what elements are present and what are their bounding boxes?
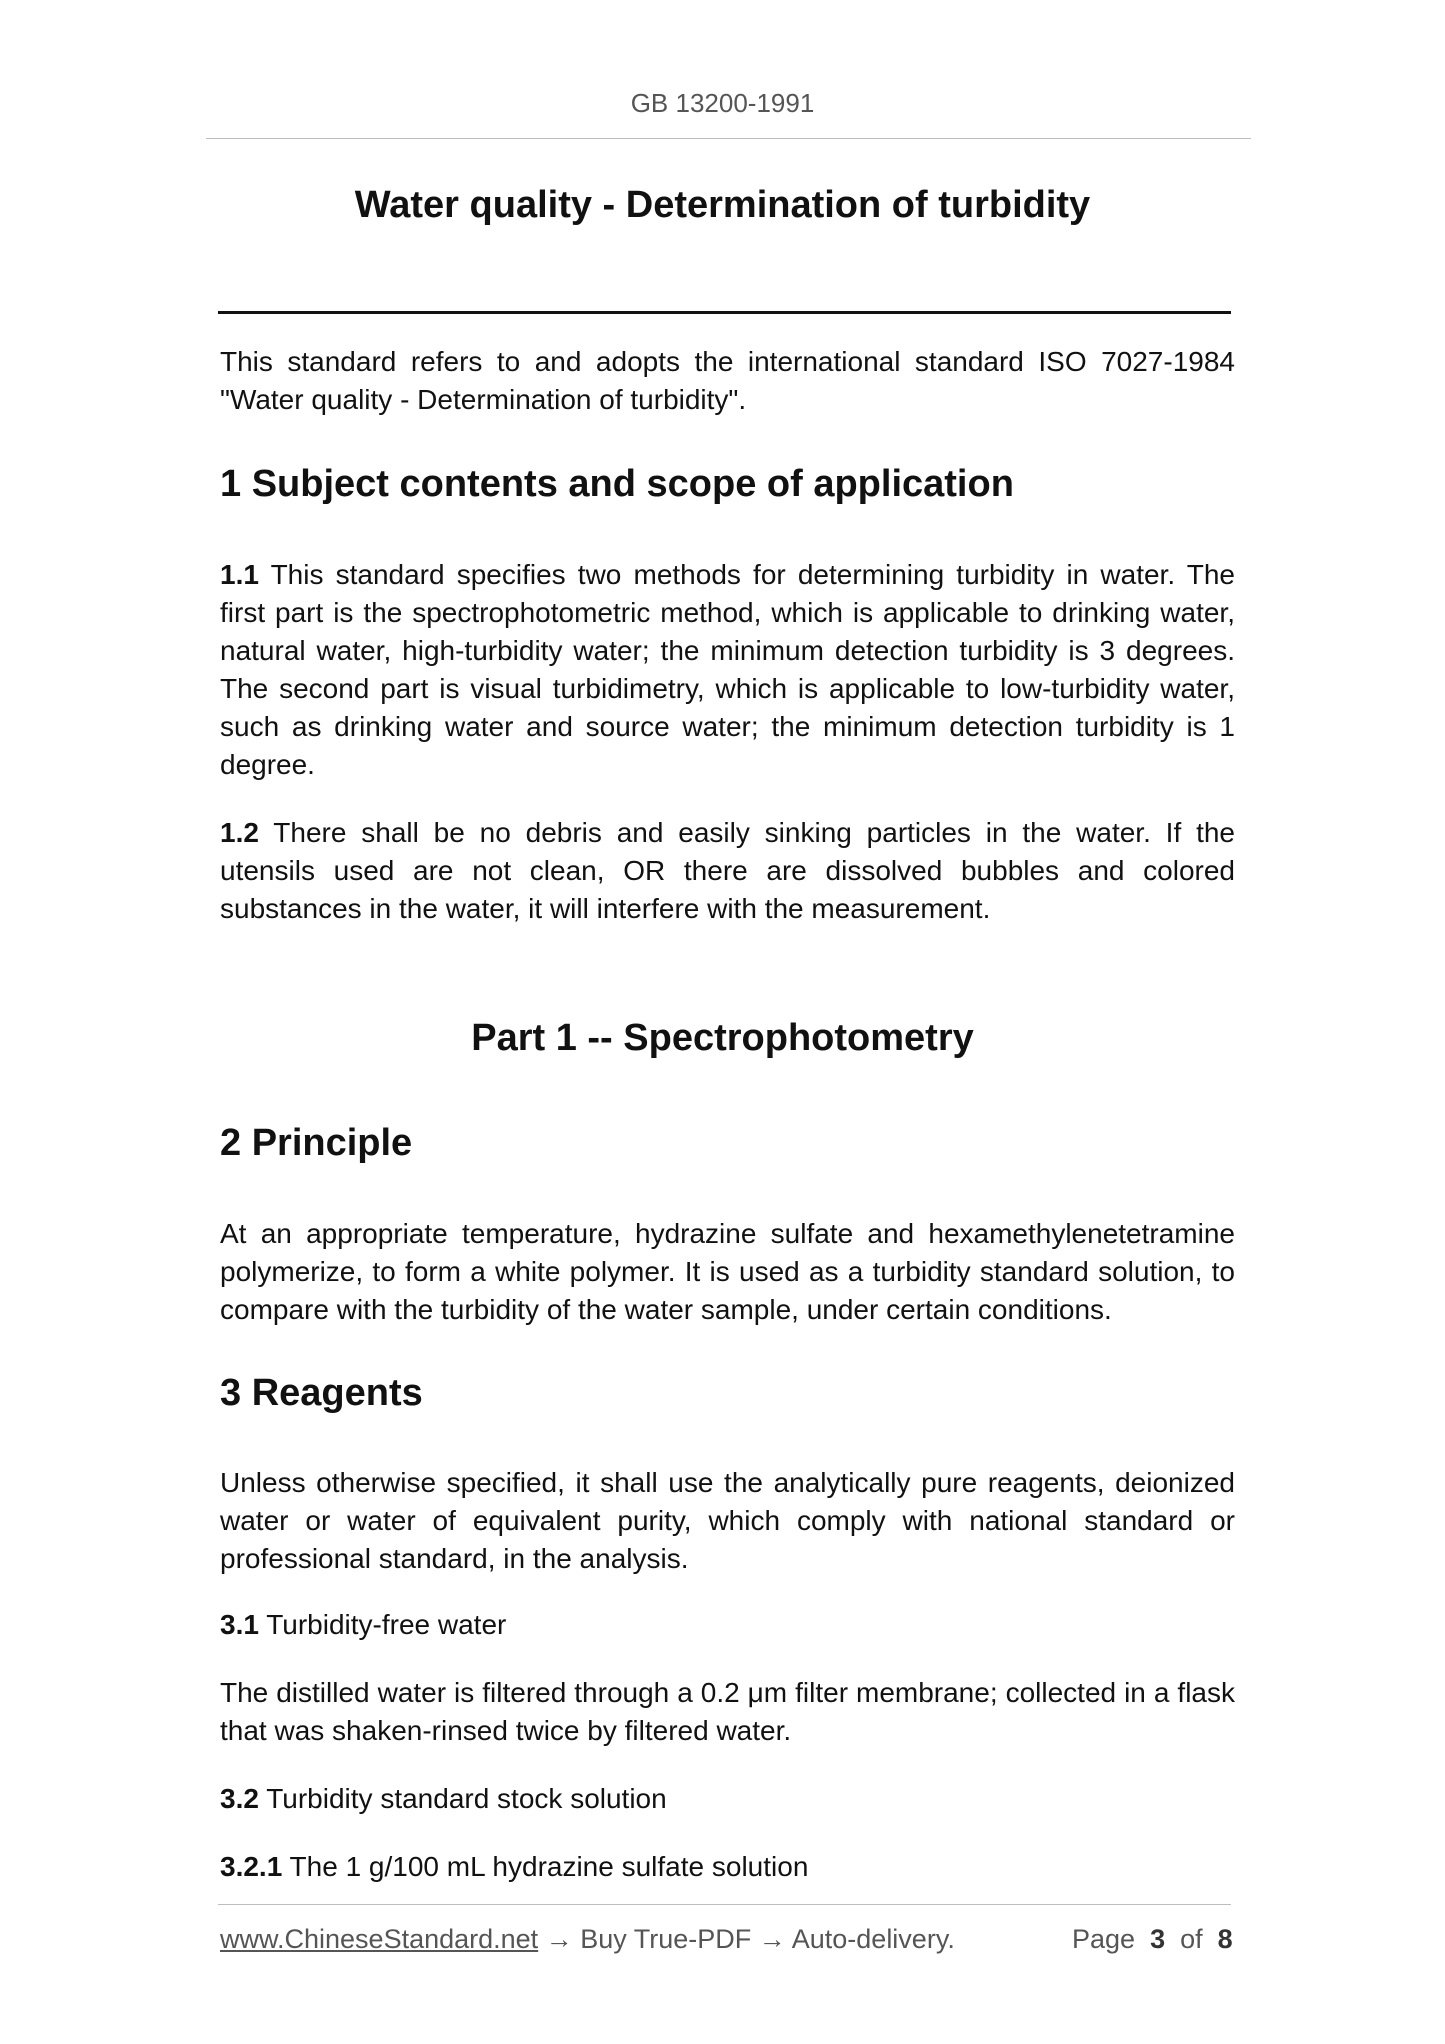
footer-promo	[220, 1924, 955, 1955]
clause-number: 3.1	[220, 1609, 259, 1640]
clause-number: 3.2.1	[220, 1851, 283, 1882]
part-1-heading: Part 1 -- Spectrophotometry	[471, 1017, 974, 1059]
title-divider	[218, 311, 1231, 314]
running-header: GB 13200-1991	[630, 88, 815, 118]
page-total: 8	[1217, 1924, 1233, 1954]
intro-paragraph: This standard refers to and adopts the international standard ISO 7027-1984 "Water quality - Determination of turbidity".	[220, 346, 1235, 415]
clause-text: Turbidity standard stock solution	[258, 1783, 667, 1814]
clause-3-2	[220, 1780, 1235, 1818]
clause-text: This standard specifies two methods for determining turbidity in water. The first part is the spectrophotometric method, which is applicable to drinking water, natural water, high-turbidity water; the minimum detection turbidity is 3 degrees. The second part is visual turbidimetry, which is applicable to low-turbidity water, such as drinking water and source water; the minimum detection turbidity is 1 degree.	[220, 559, 1235, 780]
section-1-heading: 1 Subject contents and scope of application	[220, 463, 1014, 505]
footer-tagline: → Buy True-PDF → Auto-delivery.	[538, 1924, 955, 1954]
clause-3-1-body: The distilled water is filtered through a 0.2 μm filter membrane; collected in a flask that was shaken-rinsed twice by filtered water.	[220, 1677, 1235, 1746]
clause-1-2	[220, 814, 1235, 928]
header-divider	[206, 138, 1251, 139]
section-2-heading: 2 Principle	[220, 1122, 413, 1164]
clause-3-2-1	[220, 1848, 1235, 1886]
of-label: of	[1180, 1924, 1203, 1954]
page-indicator	[1072, 1924, 1233, 1955]
clause-text: Turbidity-free water	[258, 1609, 507, 1640]
document-title: Water quality - Determination of turbidity	[354, 184, 1091, 226]
section-3-heading: 3 Reagents	[220, 1372, 423, 1414]
clause-text: There shall be no debris and easily sinking particles in the water. If the utensils used are not clean, OR there are dissolved bubbles and colored substances in the water, it will interfere with the measurement.	[220, 817, 1235, 924]
section-3-paragraph: Unless otherwise specified, it shall use the analytically pure reagents, deionized water or water of equivalent purity, which comply with national standard or professional standard, in the analysis.	[220, 1467, 1235, 1574]
clause-number: 3.2	[220, 1783, 259, 1814]
section-2-paragraph: At an appropriate temperature, hydrazine sulfate and hexamethylenetetramine polymerize, to form a white polymer. It is used as a turbidity standard solution, to compare with the turbidity of the water sample, under certain conditions.	[220, 1218, 1235, 1325]
clause-3-1	[220, 1606, 1235, 1644]
clause-number: 1.2	[220, 817, 259, 848]
clause-number: 1.1	[220, 559, 259, 590]
page-current: 3	[1150, 1924, 1166, 1954]
footer-divider	[218, 1904, 1231, 1905]
page-label: Page	[1072, 1924, 1136, 1954]
clause-1-1	[220, 556, 1235, 784]
clause-text: The 1 g/100 mL hydrazine sulfate solution	[282, 1851, 809, 1882]
website-link[interactable]: www.ChineseStandard.net	[220, 1924, 539, 1954]
